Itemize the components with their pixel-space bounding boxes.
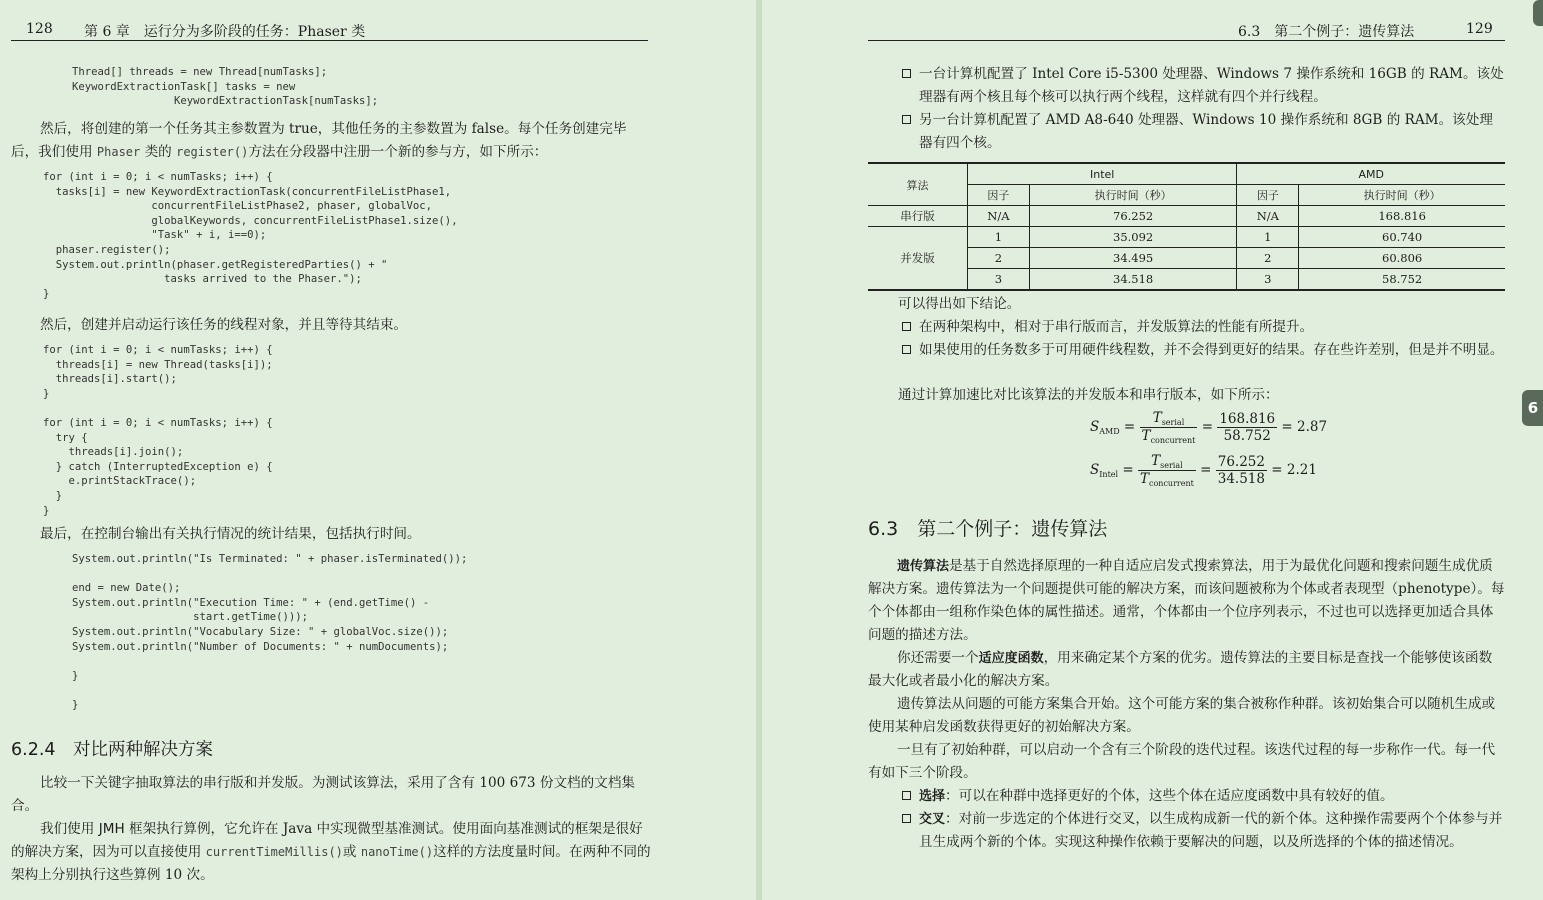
paragraph-output-stats: 最后，在控制台输出有关执行情况的统计结果，包括执行时间。 xyxy=(40,526,421,542)
results-table xyxy=(868,162,1505,291)
table-cell: 35.092 xyxy=(1029,227,1237,248)
table-cell: 168.816 xyxy=(1299,206,1505,227)
corner-tab-icon[interactable] xyxy=(1533,0,1543,26)
paragraph-compare: 比较一下关键字抽取算法的串行版和并发版。为测试该算法，采用了含有 100 673 份文档的文档集合。 xyxy=(11,775,636,814)
table-cell: 1 xyxy=(968,227,1030,248)
table-row xyxy=(868,227,1505,248)
table-cell: 2 xyxy=(1237,248,1299,269)
checkbox-bullet-icon xyxy=(902,345,911,354)
header-factor: 因子 xyxy=(968,185,1030,206)
table-cell: N/A xyxy=(1237,206,1299,227)
table-cell: 58.752 xyxy=(1299,269,1505,291)
table-cell: 2 xyxy=(968,248,1030,269)
table-cell: 60.806 xyxy=(1299,248,1505,269)
checkbox-bullet-icon xyxy=(902,791,911,800)
paragraph-fitness: 你还需要一个适应度函数，用来确定某个方案的优劣。遗传算法的主要目标是查找一个能够使该函数最大化或者最小化的解决方案。 xyxy=(868,650,1493,689)
bullet-amd-machine: 另一台计算机配置了 AMD A8-640 处理器、Windows 10 操作系统和 8GB 的 RAM。该处理器有四个核。 xyxy=(902,109,1505,155)
paragraph-population: 遗传算法从问题的可能方案集合开始。这个可能方案的集合被称作种群。该初始集合可以随机生成或使用某种启发函数获得更好的初始解决方案。 xyxy=(868,696,1496,735)
table-cell: 60.740 xyxy=(1299,227,1505,248)
header-rule xyxy=(868,40,1505,41)
header-intel: Intel xyxy=(968,163,1237,185)
table-cell: 3 xyxy=(1237,269,1299,291)
code-block-4: System.out.println("Is Terminated: " + phaser.isTerminated()); end = new Date(); System.out.println("Execution Time: " + (end.getTime() - start.getTime())); System.out.println("Vocabulary Size: " + globalVoc.size()); System.out.println("Number of Documents: " + numDocuments); } } xyxy=(72,553,468,711)
code-block-3: for (int i = 0; i < numTasks; i++) { threads[i] = new Thread(tasks[i]); threads[i].start(); } for (int i = 0; i < numTasks; i++) { try { threads[i].join(); } catch (InterruptedException e) { e.printStackTrace(); } } xyxy=(43,344,273,517)
checkbox-bullet-icon xyxy=(902,69,911,78)
table-row xyxy=(868,206,1505,227)
code-block-2: for (int i = 0; i < numTasks; i++) { tasks[i] = new KeywordExtractionTask(concurrentFileListPhase1, concurrentFileListPhase2, phaser, globalVoc, globalKeywords, concurrentFileListPhase1.size(), "Task" + i, i==0); phaser.register(); System.out.println(phaser.getRegisteredParties() + " tasks arrived to the Phaser."); } xyxy=(43,171,458,300)
table-cell: 1 xyxy=(1237,227,1299,248)
speedup-intro: 通过计算加速比对比该算法的并发版本和串行版本，如下所示： xyxy=(898,387,1279,403)
row-label-concurrent: 并发版 xyxy=(868,227,968,291)
paragraph-jmh: 我们使用 JMH 框架执行算例，它允许在 Java 中实现微型基准测试。使用面向基准测试的框架是很好的解决方案，因为可以直接使用 currentTimeMillis()或 nanoTime()这样的方法度量时间。在两种不同的架构上分别执行这些算例 10 次。 xyxy=(11,821,651,883)
left-page xyxy=(0,0,756,900)
checkbox-bullet-icon xyxy=(902,814,911,823)
conclusion-item: 如果使用的任务数多于可用硬件线程数，并不会得到更好的结果。存在些许差别，但是并不明显。 xyxy=(902,339,1505,362)
row-label-serial: 串行版 xyxy=(868,206,968,227)
header-factor: 因子 xyxy=(1237,185,1299,206)
bullet-intel-machine: 一台计算机配置了 Intel Core i5-5300 处理器、Windows 7 操作系统和 16GB 的 RAM。该处理器有两个核且每个核可以执行两个线程，这样就有四个并行线程。 xyxy=(902,63,1505,109)
table-cell: N/A xyxy=(968,206,1030,227)
paragraph-register: 然后，将创建的第一个任务其主参数置为 true，其他任务的主参数置为 false。每个任务创建完毕后，我们使用 Phaser 类的 register()方法在分段器中注册一个新的参与方，如下所示： xyxy=(11,121,627,160)
header-rule xyxy=(11,40,648,41)
chapter-title: 第 6 章 运行分为多阶段的任务：Phaser 类 xyxy=(84,24,366,40)
header-time: 执行时间（秒） xyxy=(1299,185,1505,206)
table-cell: 34.495 xyxy=(1029,248,1237,269)
code-block-1: Thread[] threads = new Thread[numTasks]; KeywordExtractionTask[] tasks = new KeywordExtractionTask[numTasks]; xyxy=(72,66,379,108)
conclusion-item: 在两种架构中，相对于串行版而言，并发版算法的性能有所提升。 xyxy=(902,316,1505,339)
section-ref-header: 6.3 第二个例子：遗传算法 xyxy=(1238,24,1415,40)
checkbox-bullet-icon xyxy=(902,115,911,124)
right-page xyxy=(762,0,1543,900)
chapter-side-tab[interactable]: 6 xyxy=(1522,390,1543,426)
table-cell: 3 xyxy=(968,269,1030,291)
table-cell: 76.252 xyxy=(1029,206,1237,227)
paragraph-genetic-algorithm: 遗传算法是基于自然选择原理的一种自适应启发式搜索算法，用于为最优化问题和搜索问题生成优质解决方案。遗传算法为一个问题提供可能的解决方案，而该问题被称为个体或者表现型（phenotype）。每个个体都由一组称作染色体的属性描述。通常，个体都由一个位序列表示，不过也可以选择更加适合具体问题的描述方法。 xyxy=(868,558,1505,643)
page-number: 128 xyxy=(26,21,53,37)
table-cell: 34.518 xyxy=(1029,269,1237,291)
conclusion-intro: 可以得出如下结论。 xyxy=(898,296,1021,312)
section-heading-6-3: 6.3 第二个例子：遗传算法 xyxy=(868,518,1108,540)
header-time: 执行时间（秒） xyxy=(1029,185,1237,206)
stage-crossover: 交叉：对前一步选定的个体进行交叉，以生成构成新一代的新个体。这种操作需要两个个体参与并且生成两个新的个体。实现这种操作依赖于要解决的问题，以及所选择的个体的描述情况。 xyxy=(902,808,1505,854)
paragraph-start-threads: 然后，创建并启动运行该任务的线程对象，并且等待其结束。 xyxy=(40,317,408,333)
page-number: 129 xyxy=(1466,21,1493,37)
formula-speedup-intel: $S_{Intel}$ = $\frac{T_{serial}}{T_{concurrent}}$ = $\frac{76.252}{34.518}$ = 2.21 xyxy=(1090,453,1317,488)
checkbox-bullet-icon xyxy=(902,322,911,331)
header-amd: AMD xyxy=(1237,163,1505,185)
paragraph-iteration: 一旦有了初始种群，可以启动一个含有三个阶段的迭代过程。该迭代过程的每一步称作一代。每一代有如下三个阶段。 xyxy=(868,742,1496,781)
formula-speedup-amd: $S_{AMD}$ = $\frac{T_{serial}}{T_{concurrent}}$ = $\frac{168.816}{58.752}$ = 2.87 xyxy=(1090,410,1328,445)
section-heading-6-2-4: 6.2.4 对比两种解决方案 xyxy=(11,740,214,760)
header-algorithm: 算法 xyxy=(868,163,968,206)
stage-selection: 选择：可以在种群中选择更好的个体，这些个体在适应度函数中具有较好的值。 xyxy=(902,785,1505,808)
